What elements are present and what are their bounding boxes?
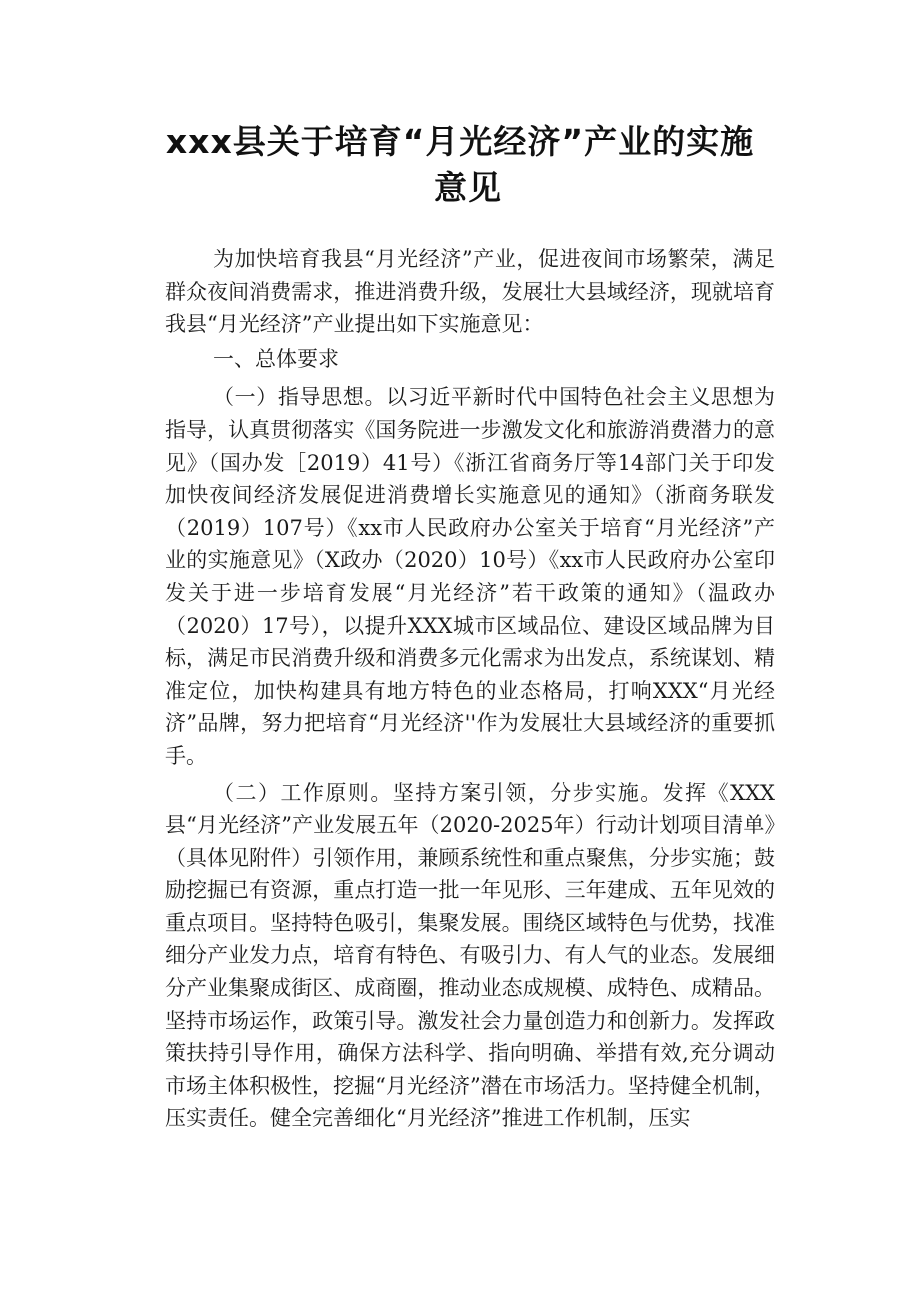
working-principles-paragraph: （二）工作原则。坚持方案引领，分步实施。发挥《XXX县“月光经济”产业发展五年（2020-2025年）行动计划项目清单》（具体见附件）引领作用，兼顾系统性和重点聚焦，分步实施；鼓励挖掘已有资源，重点打造一批一年见形、三年建成、五年见效的重点项目。坚持特色吸引，集聚发展。围绕区域特色与优势，找准细分产业发力点，培育有特色、有吸引力、有人气的业态。发展细分产业集聚成街区、成商圈，推动业态成规模、成特色、成精品。坚持市场运作，政策引导。激发社会力量创造力和创新力。发挥政策扶持引导作用，确保方法科学、指向明确、举措有效,充分调动市场主体积极性，挖掘“月光经济”潜在市场活力。坚持健全机制，压实责任。健全完善细化“月光经济”推进工作机制，压实 (165, 780, 775, 1131)
intro-paragraph: 为加快培育我县“月光经济”产业，促进夜间市场繁荣，满足群众夜间消费需求，推进消费升级，发展壮大县域经济，现就培育我县“月光经济”产业提出如下实施意见： (165, 247, 775, 337)
guiding-ideology-paragraph: （一）指导思想。以习近平新时代中国特色社会主义思想为指导，认真贯彻落实《国务院进一步激发文化和旅游消费潜力的意见》（国办发［2019）41号）《浙江省商务厅等14部门关于印发加快夜间经济发展促进消费增长实施意见的通知》（浙商务联发（2019）107号）《xx市人民政府办公室关于培育“月光经济”产业的实施意见》（X政办（2020）10号）《xx市人民政府办公室印发关于进一步培育发展“月光经济”若干政策的通知》（温政办（2020）17号），以提升XXX城市区域品位、建设区域品牌为目标，满足市民消费升级和消费多元化需求为出发点，系统谋划、精准定位，加快构建具有地方特色的业态格局，打响XXX“月光经济”品牌，努力把培育“月光经济''作为发展壮大县域经济的重要抓手。 (165, 385, 775, 768)
section-heading-overall-requirements: 一、总体要求 (213, 346, 339, 371)
document-title-line-2: 意见 (434, 168, 502, 207)
document-body (165, 243, 775, 1135)
document-title-line-1: xxx县关于培育“月光经济”产业的实施 (165, 122, 755, 161)
